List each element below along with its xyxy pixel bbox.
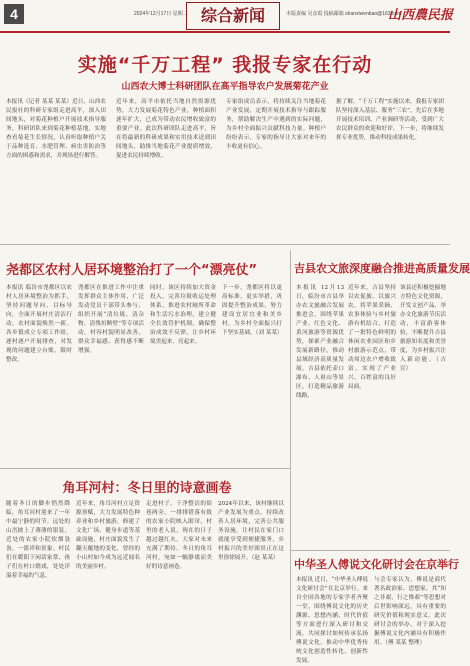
poetry-column-1: 随着冬日的脚步悄然降临，角耳河村迎来了一年中最宁静的时节。远处的山峦披上了薄薄的银装，近处的农家小院炊烟袅袅，一派祥和景象。村民们在暖阳下闲话家常，孩子们在村口嬉戏，处处洋溢着幸福的气息。 [6,501,70,579]
environment-column-2: 尧都区在推进工作中注重发挥群众主体作用，广泛发动党员干部带头参与，组织开展“清垃圾、清杂物、清残垣断壁”等专项活动，村容村貌明显改善，群众幸福感、获得感不断增强。 [78,285,144,354]
column-divider [290,250,291,640]
environment-column-1: 本报讯 临汾市尧都区以农村人居环境整治为抓手，坚持问题导向、目标导向，全面开展村庄清洁行动，农村面貌焕然一新。各乡镇成立专项工作组，逐村逐户开展排查，对发现的问题建立台账，限时整改。 [6,285,72,363]
lead-headline: 实施“千万工程” 我报专家在行动 [77,54,373,76]
poetry-column-3: 走进村子，干净整洁的街巷两旁，一排排错落有致的农家小院映入眼帘。村里的老人说，现在的日子越过越红火，大家对未来充满了期待。冬日的角耳河村，宛如一幅静谧而美好的诗意画卷。 [146,501,212,570]
header-rule [0,31,450,33]
poetry-title: 角耳河村：冬日里的诗意画卷 [62,481,232,496]
lead-column-2: 近年来，高平市依托当地自然资源优势，大力发展菊花特色产业，种植面积逐年扩大，已成为带动农民增收致富的重要产业。此次科研团队走进高平，旨在将最新的科研成果和实用技术送到田间地头，助推当地菊花产业提质增效，促进农民持续增收。 [116,99,216,159]
poetry-column-2: 近年来，角耳河村立足资源禀赋，大力发展特色种养业和乡村旅游，修建了文化广场、健身步道等基础设施，村庄面貌发生了翻天覆地的变化，曾经的小山村如今成为远近闻名的美丽乡村。 [76,501,140,570]
page-header [0,0,454,34]
culture-column-3: 该县还积极挖掘地方特色文化资源，开发文创产品，举办文化旅游节庆活动，丰富游客体验，不断提升吉县旅游知名度和美誉度，为乡村振兴注入新动能。（吉 宣） [400,285,446,372]
divider-environment [0,468,290,469]
newspaper-logo: 山西農民报 [388,8,454,23]
lead-column-1: 本报讯（记者 某某 某某）近日，山西农民报社的科研专家组走进高平，深入田间地头，对菊花种植户开展技术指导服务。科研团队来到菊花种植基地，实地查看菊花生长情况，认真听取种植户关于品种选育、水肥管理、病虫害防治等方面的困惑和需求，并现场进行解答。 [6,99,106,159]
divider-culture [290,550,450,551]
environment-title: 尧都区农村人居环境整治打了一个“漂亮仗” [6,263,258,278]
poetry-column-4: 2024年以来，该村继续以产业发展为重点，持续改善人居环境，完善公共服务设施，让村民在家门口就能享受到便捷服务，乡村振兴的美好图景正在这里徐徐展开。（赵 某某） [218,501,284,561]
editor-info: 本版责编 吴彦霞 投稿邮箱 shanxiwenbao@163.com [286,11,402,17]
environment-column-3: 同时，该区持续加大资金投入，完善垃圾收运处理体系，推进农村厕所革命和生活污水治理，建立健全长效管护机制，确保整治成效不反弹，让乡村环境美起来、亮起来。 [150,285,216,345]
section-name: 综合新闻 [186,2,280,30]
culture-title: 吉县农文旅深度融合推进高质量发展 [294,262,470,275]
seminar-column-2: 与会专家认为，傅说是商代著名政治家、思想家，其“知之非艰，行之惟艰”等思想对后世影响深远，具有重要的研究价值和现实意义。此次研讨会的举办，对于深入挖掘傅说文化内涵具有积极作用。（傅 某某 整理） [374,577,446,646]
seminar-title: 中华圣人傅说文化研讨会在京举行 [294,558,459,571]
seminar-column-1: 本报讯 近日，“中华圣人傅说文化研讨会”在北京举行。来自全国各地的专家学者齐聚一堂，围绕傅说文化的历史渊源、思想内涵、时代价值等方面进行深入研讨和交流，共同探讨如何传承弘扬傅说文化，推动中华优秀传统文化创造性转化、创新性发展。 [296,577,368,664]
lead-column-3: 专家组成员表示，将持续关注当地菊花产业发展，定期开展技术指导与跟踪服务，帮助解决生产中遇到的实际问题，为乡村全面振兴贡献科技力量。种植户纷纷表示，专家的指导让大家对来年的丰收更有信心。 [226,99,326,150]
culture-column-2: 近年来，吉县坚持以农促旅、以旅兴农，将苹果采摘、农事体验与乡村旅游有机结合，打造了一批特色鲜明的休闲农业园区和乡村旅游示范点，带动周边农户增收致富，实现了产业兴、百姓富的良好局面。 [348,285,396,390]
lead-column-4: 据了解，“千万工程”实施以来，我报专家团队坚持深入基层、服务“三农”，先后在多地开展技术培训、产业调研等活动，受到广大农民群众的欢迎和好评。下一步，将继续发挥专业优势，推动科技成果转化。 [336,99,444,141]
culture-column-1: 本报讯 12月13日，临汾市吉县举办农文旅融合发展推进会，围绕苹果产业、红色文化、黄河旅游等资源优势，探索产业融合发展新路径，推动县域经济高质量发展。吉县依托壶口瀑布、人祖山等景区，打造精品旅游线路。 [296,285,344,399]
divider-lead [0,244,450,245]
page-number: 4 [4,4,24,24]
issue-date: 2024年12月17日 星期二 [134,11,188,17]
environment-column-4: 下一步，尧都区将以更高标准、更实举措，巩固提升整治成果，努力建设宜居宜业和美乡村，为乡村全面振兴打下坚实基础。（刘 某某） [222,285,283,336]
lead-subheadline: 山西农大博士科研团队在高平指导农户发展菊花产业 [121,82,329,92]
